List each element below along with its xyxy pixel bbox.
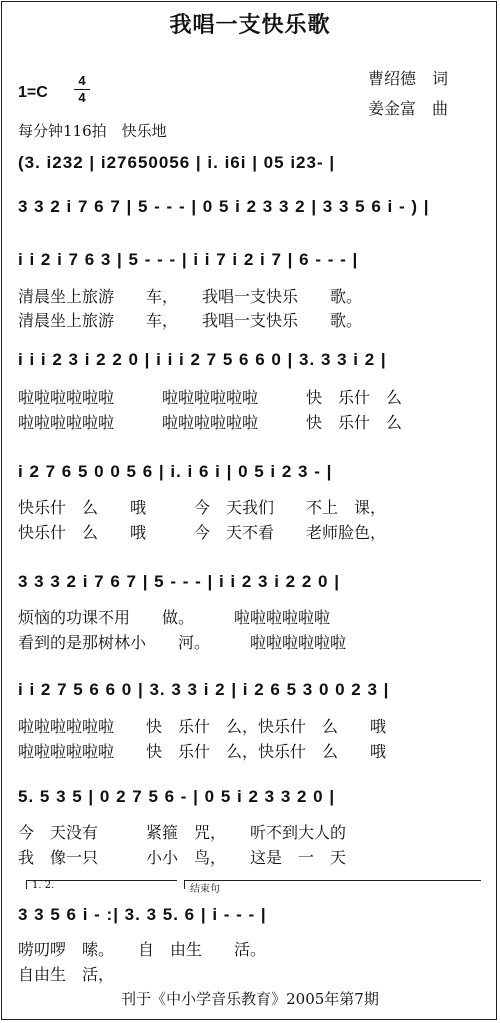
notation-line-7: i i 2 7 5 6 6 0 | 3. 3 3 i 2 | i 2 6 5 3 0 0 2 3 | xyxy=(18,680,390,699)
notation-line-1: (3. i232 | i27650056 | i. i6i | 05 i23- | xyxy=(18,153,336,172)
lyric-line-11: 今 天没有 紧箍 咒， 听不到大人的 xyxy=(18,823,347,842)
time-signature-top: 4 xyxy=(78,73,86,88)
volta-label-2: 结束句 xyxy=(190,884,220,895)
lyric-line-6: 快乐什 么 哦 今 天不看 老师脸色， xyxy=(18,523,387,542)
lyric-line-2: 清晨坐上旅游 车， 我唱一支快乐 歌。 xyxy=(18,311,363,330)
lyric-line-4: 啦啦啦啦啦啦 啦啦啦啦啦啦 快 乐什 么 xyxy=(18,413,403,432)
notation-line-3: i i 2 i 7 6 3 | 5 - - - | i i 7 i 2 i 7 | 6 - - - | xyxy=(18,250,359,269)
lyricist-credit: 曹绍德 词 xyxy=(368,69,449,88)
lyric-line-1: 清晨坐上旅游 车， 我唱一支快乐 歌。 xyxy=(18,287,363,306)
lyric-line-3: 啦啦啦啦啦啦 啦啦啦啦啦啦 快 乐什 么 xyxy=(18,388,403,407)
lyric-line-8: 看到的是那树林小 河。 啦啦啦啦啦啦 xyxy=(18,633,347,652)
time-signature xyxy=(74,74,90,105)
lyric-line-13: 唠叨啰 嗦。 自 由生 活。 xyxy=(18,940,267,959)
lyric-line-10: 啦啦啦啦啦啦 快 乐什 么，快乐什 么 哦 xyxy=(18,742,387,761)
lyric-line-14: 自由生 活， xyxy=(18,965,115,984)
publication-footer: 刊于《中小学音乐教育》2005年第7期 xyxy=(121,990,379,1008)
lyric-line-9: 啦啦啦啦啦啦 快 乐什 么，快乐什 么 哦 xyxy=(18,717,387,736)
lyric-line-12: 我 像一只 小小 鸟， 这是 一 天 xyxy=(18,848,347,867)
notation-line-9: 3 3 5 6 i - :| 3. 3 5. 6 | i - - - | xyxy=(18,905,267,924)
lyric-line-5: 快乐什 么 哦 今 天我们 不上 课， xyxy=(18,498,387,517)
volta-bracket-2 xyxy=(184,880,481,889)
notation-line-8: 5. 5 3 5 | 0 2 7 5 6 - | 0 5 i 2 3 3 2 0 | xyxy=(18,787,336,806)
notation-line-6: 3 3 3 2 i 7 6 7 | 5 - - - | i i 2 3 i 2 2 0 | xyxy=(18,572,340,591)
tempo-marking: 每分钟116拍 快乐地 xyxy=(18,122,167,140)
song-title: 我唱一支快乐歌 xyxy=(169,12,331,38)
notation-line-2: 3 3 2 i 7 6 7 | 5 - - - | 0 5 i 2 3 3 2 | 3 3 5 6 i - ) | xyxy=(18,197,430,216)
composer-credit: 姜金富 曲 xyxy=(368,99,449,118)
volta-label-1: 1. 2. xyxy=(32,880,55,891)
lyric-line-7: 烦恼的功课不用 做。 啦啦啦啦啦啦 xyxy=(18,608,331,627)
time-signature-bottom: 4 xyxy=(78,90,86,105)
notation-line-4: i i i 2 3 i 2 2 0 | i i i 2 7 5 6 6 0 | 3. 3 3 i 2 | xyxy=(18,350,387,369)
notation-line-5: i 2 7 6 5 0 0 5 6 | i. i 6 i | 0 5 i 2 3 - | xyxy=(18,462,333,481)
key-signature: 1=C xyxy=(18,84,48,101)
